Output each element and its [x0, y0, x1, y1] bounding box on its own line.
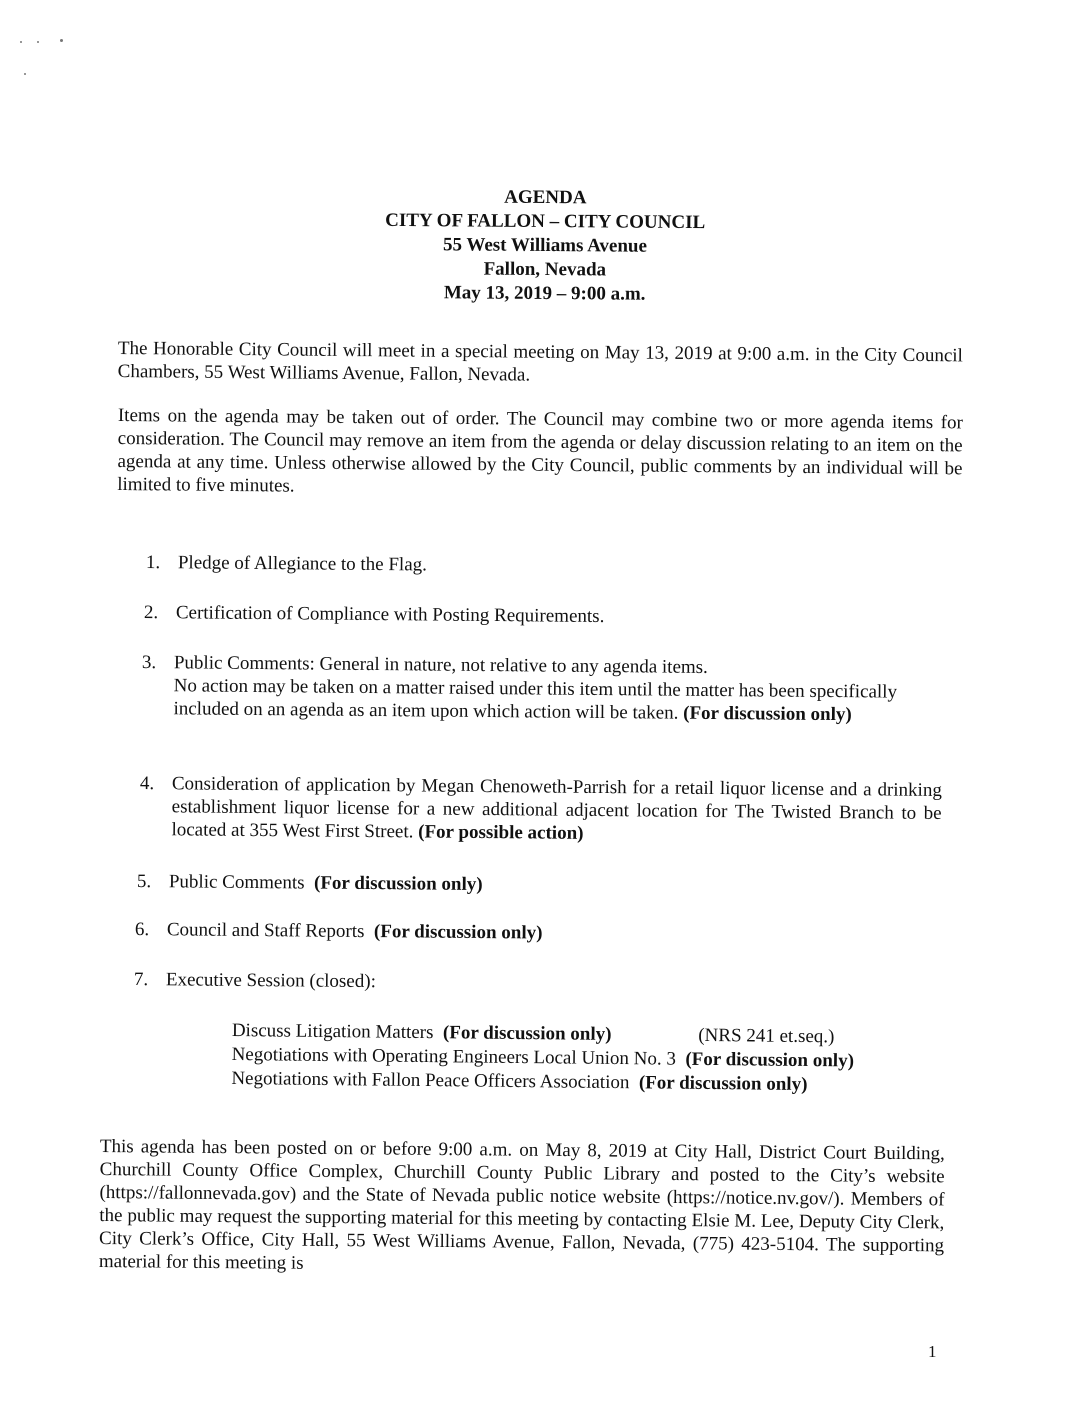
executive-session-list	[231, 1019, 952, 1099]
meeting-notice-paragraph: The Honorable City Council will meet in a special meeting on May 13, 2019 at 9:00 a.m. in the City Council Chambers, 55 West Williams Avenue, Fallon, Nevada.	[117, 337, 963, 386]
page-number: 1	[928, 1342, 937, 1361]
item-text: Pledge of Allegiance to the Flag.	[177, 552, 428, 576]
item-text: Executive Session (closed):	[165, 969, 376, 993]
item-detail: No action may be taken on a matter raised under this item until the matter has been specifically included on an agenda as an item upon which action will be taken.	[173, 675, 898, 724]
entry-text: Discuss Litigation Matters	[231, 1019, 434, 1044]
entry-action-tag: (For discussion only)	[685, 1048, 855, 1072]
agenda-item	[143, 601, 924, 628]
item-action-tag: (For discussion only)	[683, 702, 852, 726]
item-number: 5.	[136, 870, 152, 893]
scan-speck	[20, 41, 22, 43]
scan-speck	[60, 39, 63, 42]
item-text: Council and Staff Reports	[166, 919, 365, 943]
item-text: Public Comments: General in nature, not relative to any agenda items.	[173, 652, 708, 678]
item-number: 3.	[141, 651, 157, 674]
agenda-item	[139, 772, 960, 844]
entry-action-tag: (For discussion only)	[442, 1022, 612, 1045]
item-number: 4.	[139, 772, 155, 795]
item-text: Consideration of application by Megan Chenoweth-Parrish for a retail liquor license and a drinking establishment liquor license for a new additional adjacent location for The Twisted Branch to be located at 355 West First Street.	[171, 773, 942, 843]
item-number: 6.	[134, 918, 150, 941]
posting-notice-paragraph: This agenda has been posted on or before 9:00 a.m. on May 8, 2019 at City Hall, District Court Building, Churchill County Office Complex, Churchill County Public Library and posted to the City’s website (https://fallonnevada.gov) and the State of Nevada public notice website (https://notice.nv.gov/). Members of the public may request the supporting material for this meeting by contacting Elsie M. Lee, Deputy City Clerk, City Clerk’s Office, City Hall, 55 West Williams Avenue, Fallon, Nevada, (775) 423-5104. The supporting material for this meeting is	[98, 1136, 945, 1274]
address-street: 55 West Williams Avenue	[442, 234, 648, 257]
item-number: 7.	[133, 968, 149, 991]
agenda-rules-paragraph: Items on the agenda may be taken out of order. The Council may combine two or more agenda items for consideration. The Council may remove an item from the agenda or delay discussion relating to an item on the agenda at any time. Unless otherwise allowed by the City Council, public comments by an individual will be limited to five minutes.	[117, 404, 963, 497]
entry-text: Negotiations with Fallon Peace Officers Association	[231, 1067, 630, 1094]
item-number: 2.	[143, 601, 159, 624]
agenda-item	[141, 651, 922, 726]
agenda-item	[134, 918, 915, 944]
agenda-header	[300, 184, 791, 307]
entry-text: Negotiations with Operating Engineers Local Union No. 3	[231, 1043, 677, 1070]
council-name: CITY OF FALLON – CITY COUNCIL	[385, 209, 706, 234]
item-text: Certification of Compliance with Posting Requirements.	[175, 602, 605, 628]
entry-action-tag: (For discussion only)	[638, 1072, 808, 1096]
agenda-item	[136, 870, 917, 896]
agenda-title: AGENDA	[504, 186, 587, 209]
item-action-tag: (For discussion only)	[373, 921, 543, 944]
scan-speck	[37, 41, 39, 43]
agenda-item	[133, 968, 914, 993]
address-city: Fallon, Nevada	[483, 258, 607, 281]
item-action-tag: (For discussion only)	[313, 872, 483, 896]
item-action-tag: (For possible action)	[418, 821, 584, 844]
scan-speck	[24, 73, 26, 75]
item-text: Public Comments	[168, 871, 305, 894]
item-number: 1.	[145, 551, 161, 574]
meeting-date: May 13, 2019 – 9:00 a.m.	[443, 282, 646, 305]
agenda-item	[145, 551, 926, 576]
statute-reference: (NRS 241 et.seq.)	[698, 1024, 835, 1048]
